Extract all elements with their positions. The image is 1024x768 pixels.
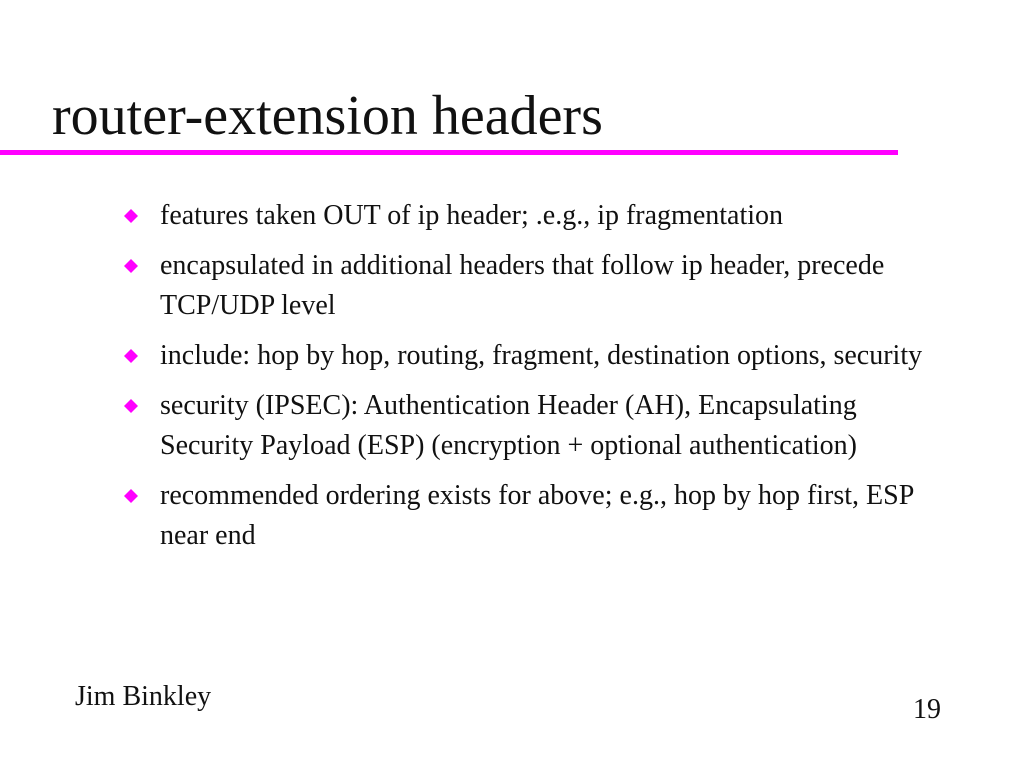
diamond-bullet-icon xyxy=(124,259,138,273)
diamond-bullet-icon xyxy=(124,349,138,363)
bullet-text: include: hop by hop, routing, fragment, destination options, security xyxy=(160,340,923,371)
diamond-bullet-icon xyxy=(124,209,138,223)
bullet-text: features taken OUT of ip header; .e.g., ip fragmentation xyxy=(160,200,784,231)
bullet-text: security (IPSEC): Authentication Header (AH), Encapsulating Security Payload (ESP) (encryption + optional authentication) xyxy=(160,390,857,461)
bullet-item xyxy=(124,386,954,466)
bullet-item xyxy=(124,246,954,326)
footer-author: Jim Binkley xyxy=(75,681,212,712)
title-underline-rule xyxy=(0,150,898,155)
bullet-item xyxy=(124,476,954,556)
bullet-item xyxy=(124,336,954,376)
bullet-list xyxy=(124,196,954,566)
diamond-bullet-icon xyxy=(124,399,138,413)
bullet-item xyxy=(124,196,954,236)
page-number: 19 xyxy=(913,694,941,725)
bullet-text: encapsulated in additional headers that follow ip header, precede TCP/UDP level xyxy=(160,250,885,321)
diamond-bullet-icon xyxy=(124,489,138,503)
bullet-text: recommended ordering exists for above; e.g., hop by hop first, ESP near end xyxy=(160,480,914,551)
slide-title: router-extension headers xyxy=(52,85,603,147)
